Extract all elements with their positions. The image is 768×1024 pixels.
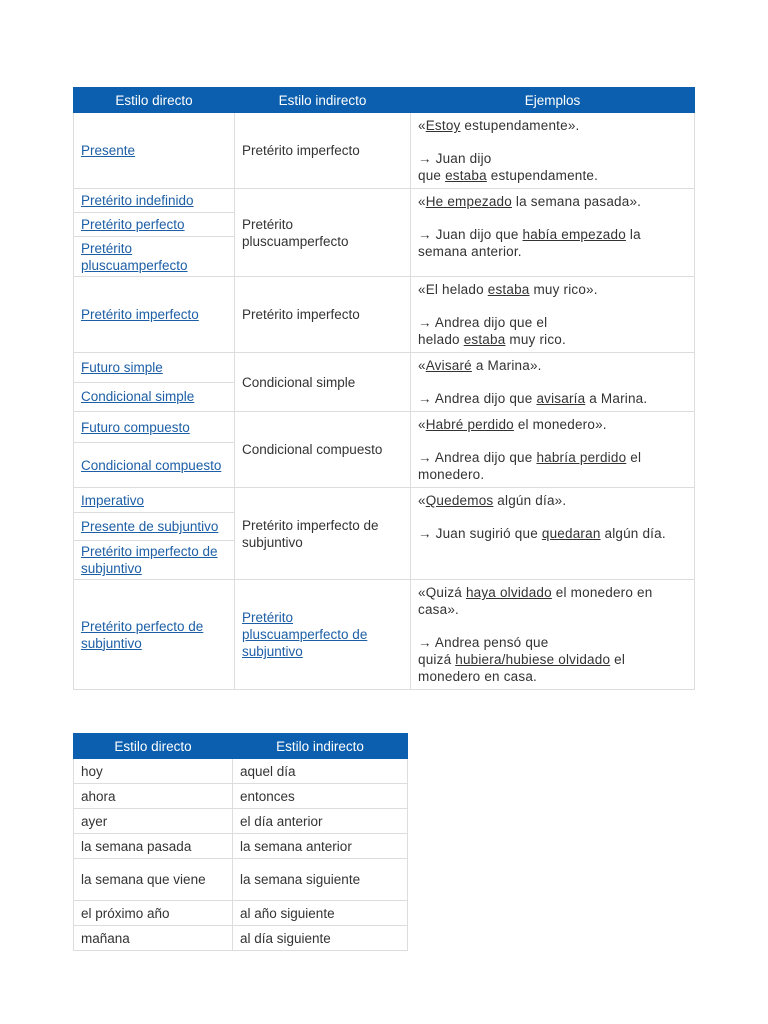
example-text: estupendamente.	[486, 168, 599, 183]
direct-tense-link[interactable]: Condicional compuesto	[81, 457, 222, 473]
table-row	[74, 809, 408, 834]
header-estilo-directo: Estilo directo	[74, 734, 233, 759]
table1-header-row	[74, 88, 695, 113]
table-row	[74, 488, 695, 513]
direct-tense-link[interactable]: Futuro simple	[81, 359, 163, 375]
table-row	[74, 784, 408, 809]
underlined-verb: He empezado	[425, 194, 512, 209]
direct-expression-cell: hoy	[74, 759, 233, 784]
example-indirect	[418, 226, 687, 260]
example-direct	[418, 117, 687, 134]
direct-tense-link[interactable]: Pretérito perfecto de subjuntivo	[81, 618, 204, 651]
direct-expression-cell: mañana	[74, 926, 233, 951]
indirect-tense-link[interactable]: Pretérito pluscuamperfecto de subjuntivo	[242, 610, 368, 659]
table-row	[74, 859, 408, 901]
direct-tense-link[interactable]: Pretérito imperfecto	[81, 307, 199, 322]
indirect-expression-cell: entonces	[233, 784, 408, 809]
underlined-verb: habría perdido	[536, 450, 627, 465]
direct-expression-cell: el próximo año	[74, 901, 233, 926]
indirect-expression-cell: al día siguiente	[233, 926, 408, 951]
underlined-verb: estaba	[487, 282, 530, 297]
example-direct	[418, 357, 687, 374]
example-text: a Marina.	[585, 391, 648, 406]
example-text: → Andrea dijo que	[418, 450, 537, 465]
underlined-verb: hubiera/hubiese olvidado	[455, 652, 611, 667]
underlined-verb: Avisaré	[425, 358, 472, 373]
example-text: algún día».	[493, 493, 567, 508]
example-indirect	[418, 525, 687, 542]
indirect-expression-cell: la semana anterior	[233, 834, 408, 859]
direct-tense-link[interactable]: Presente	[81, 143, 136, 158]
indirect-tense-cell	[235, 277, 411, 353]
indirect-expression-cell: el día anterior	[233, 809, 408, 834]
header-estilo-indirecto: Estilo indirecto	[233, 734, 408, 759]
direct-tense-link[interactable]: Condicional simple	[81, 389, 195, 405]
example-cell	[411, 353, 695, 412]
direct-tense-cell	[74, 237, 235, 277]
example-indirect	[418, 314, 687, 348]
indirect-tense-text: Condicional compuesto	[242, 442, 383, 457]
tense-correspondence-table	[73, 87, 695, 690]
indirect-expression-cell: la semana siguiente	[233, 859, 408, 901]
example-text: «El helado	[418, 282, 488, 297]
example-cell	[411, 488, 695, 580]
example-text: muy rico.	[505, 332, 566, 347]
indirect-expression-cell: al año siguiente	[233, 901, 408, 926]
direct-tense-cell	[74, 382, 235, 412]
underlined-verb: quedaran	[541, 526, 601, 541]
direct-tense-link[interactable]: Presente de subjuntivo	[81, 519, 219, 534]
direct-tense-cell	[74, 580, 235, 690]
example-text: estupendamente».	[460, 118, 580, 133]
underlined-verb: Estoy	[425, 118, 461, 133]
direct-tense-link[interactable]: Pretérito indefinido	[81, 193, 194, 208]
indirect-tense-text: Condicional simple	[242, 374, 356, 390]
indirect-tense-text: Pretérito imperfecto	[242, 143, 360, 158]
table-row	[74, 189, 695, 213]
indirect-expression-cell: aquel día	[233, 759, 408, 784]
table-row	[74, 901, 408, 926]
indirect-tense-text: Pretérito pluscuamperfecto	[242, 216, 349, 249]
example-direct	[418, 584, 687, 618]
underlined-verb: estaba	[463, 332, 506, 347]
direct-tense-cell	[74, 412, 235, 443]
direct-tense-cell	[74, 513, 235, 541]
indirect-tense-cell	[235, 189, 411, 277]
example-cell	[411, 189, 695, 277]
direct-tense-link[interactable]: Pretérito imperfecto de subjuntivo	[81, 544, 218, 576]
direct-expression-cell: la semana que viene	[74, 859, 233, 901]
indirect-tense-cell	[235, 353, 411, 412]
example-text: «	[418, 417, 426, 432]
example-direct	[418, 193, 687, 210]
example-direct	[418, 492, 687, 509]
direct-tense-cell	[74, 443, 235, 488]
table-row	[74, 277, 695, 353]
example-direct	[418, 416, 687, 433]
example-text: algún día.	[600, 526, 666, 541]
underlined-verb: había empezado	[522, 227, 626, 242]
example-cell	[411, 412, 695, 488]
direct-tense-cell	[74, 189, 235, 213]
time-expressions-table	[73, 733, 408, 951]
indirect-tense-cell	[235, 580, 411, 690]
example-cell	[411, 113, 695, 189]
direct-expression-cell: ahora	[74, 784, 233, 809]
direct-expression-cell: la semana pasada	[74, 834, 233, 859]
example-text: «	[418, 493, 426, 508]
example-direct	[418, 281, 687, 298]
table-row	[74, 353, 695, 383]
example-text: el monedero en casa».	[418, 585, 653, 617]
example-text: «	[418, 358, 426, 373]
table-row	[74, 580, 695, 690]
example-text: → Juan dijo	[418, 151, 492, 166]
underlined-verb: Quedemos	[425, 493, 494, 508]
example-indirect	[418, 634, 687, 685]
indirect-tense-cell	[235, 412, 411, 488]
underlined-verb: estaba	[445, 168, 487, 183]
underlined-verb: haya olvidado	[465, 585, 552, 600]
table-row	[74, 926, 408, 951]
example-text: helado	[418, 332, 464, 347]
indirect-tense-cell	[235, 113, 411, 189]
example-text: → Juan dijo que	[418, 227, 523, 242]
example-text: muy rico».	[529, 282, 598, 297]
header-estilo-indirecto: Estilo indirecto	[235, 88, 411, 113]
direct-tense-cell	[74, 277, 235, 353]
table-row	[74, 834, 408, 859]
underlined-verb: avisaría	[536, 391, 586, 406]
direct-tense-cell	[74, 353, 235, 383]
example-text: la semana pasada».	[511, 194, 642, 209]
example-text: «Quizá	[418, 585, 466, 600]
table-row	[74, 759, 408, 784]
example-text: que	[418, 168, 446, 183]
example-indirect	[418, 390, 687, 407]
example-text: la semana anterior.	[418, 227, 641, 259]
direct-tense-cell	[74, 488, 235, 513]
table-row	[74, 412, 695, 443]
example-text: → Andrea dijo que el	[418, 315, 548, 330]
example-text: el monedero en casa.	[418, 652, 626, 684]
table2-header-row	[74, 734, 408, 759]
example-text: quizá	[418, 652, 456, 667]
direct-tense-link[interactable]: Futuro compuesto	[81, 419, 190, 435]
header-estilo-directo: Estilo directo	[74, 88, 235, 113]
example-indirect	[418, 150, 687, 184]
direct-expression-cell: ayer	[74, 809, 233, 834]
example-cell	[411, 580, 695, 690]
direct-tense-cell	[74, 541, 235, 580]
example-text: «	[418, 194, 426, 209]
example-text: → Andrea pensó que	[418, 635, 549, 650]
direct-tense-link[interactable]: Pretérito pluscuamperfecto	[81, 240, 188, 273]
header-ejemplos: Ejemplos	[411, 88, 695, 113]
indirect-tense-cell	[235, 488, 411, 580]
underlined-verb: Habré perdido	[425, 417, 514, 432]
example-cell	[411, 277, 695, 353]
example-text: el monedero.	[418, 450, 642, 482]
direct-tense-link[interactable]: Pretérito perfecto	[81, 217, 185, 232]
example-text: a Marina».	[471, 358, 542, 373]
example-indirect	[418, 449, 687, 483]
example-text: → Juan sugirió que	[418, 526, 542, 541]
direct-tense-cell	[74, 113, 235, 189]
table-row	[74, 113, 695, 189]
example-text: «	[418, 118, 426, 133]
direct-tense-link[interactable]: Imperativo	[81, 492, 145, 508]
indirect-tense-text: Pretérito imperfecto de subjuntivo	[242, 517, 379, 550]
example-text: → Andrea dijo que	[418, 391, 537, 406]
indirect-tense-text: Pretérito imperfecto	[242, 307, 360, 322]
example-text: el monedero».	[513, 417, 607, 432]
direct-tense-cell	[74, 213, 235, 237]
